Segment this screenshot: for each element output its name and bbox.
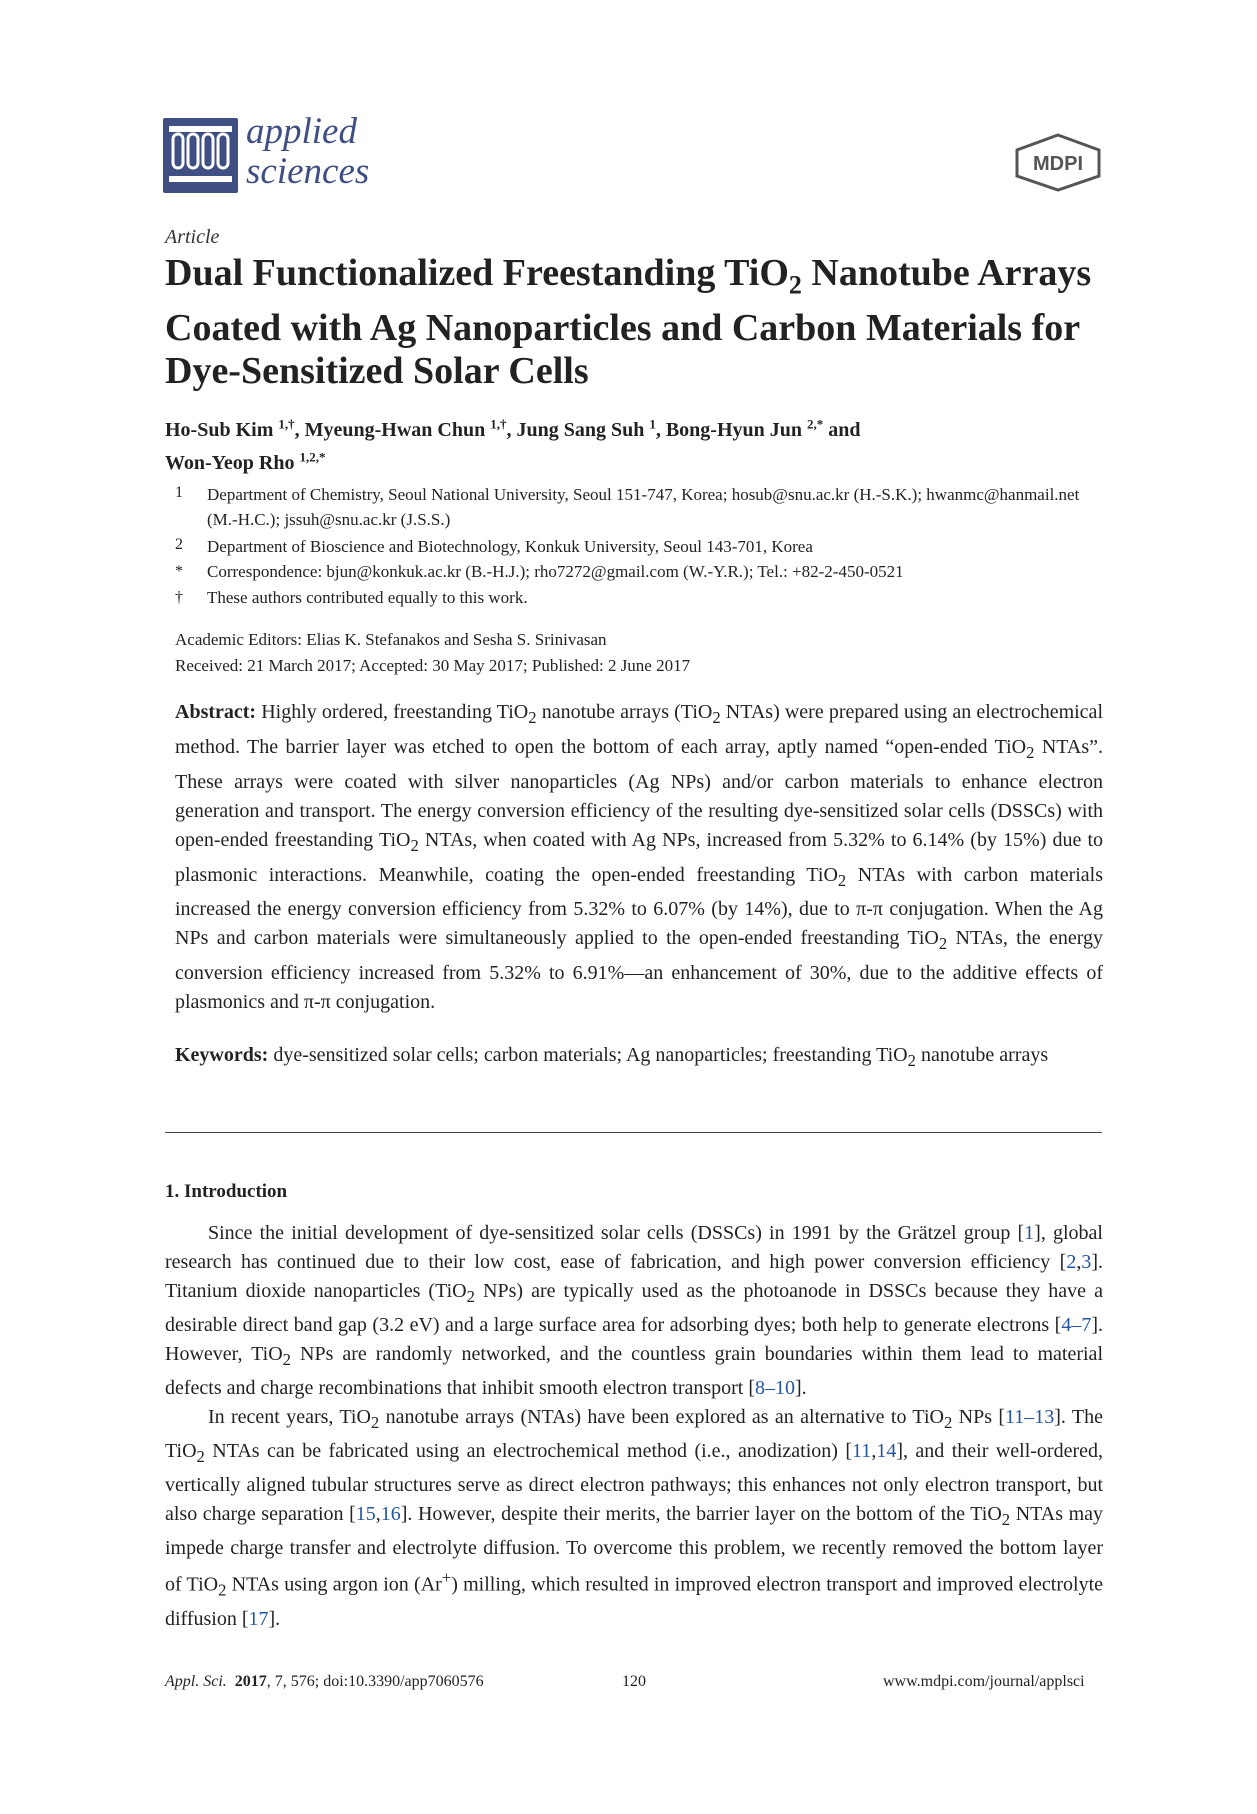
academic-editors: Academic Editors: Elias K. Stefanakos and Sesha S. Srinivasan xyxy=(175,630,607,649)
publication-dates: Received: 21 March 2017; Accepted: 30 May 2017; Published: 2 June 2017 xyxy=(175,656,691,675)
mdpi-logo-icon xyxy=(1013,132,1103,192)
citation-link[interactable]: 11 xyxy=(852,1440,872,1462)
page-number: 120 xyxy=(622,1673,646,1690)
citation-link[interactable]: 15 xyxy=(355,1503,376,1525)
citation-link[interactable]: 2 xyxy=(1066,1251,1077,1273)
citation-link[interactable]: 1 xyxy=(1024,1222,1035,1244)
publisher-name: MDPI xyxy=(1033,153,1083,175)
paper-title: Dual Functionalized Freestanding TiO$_2$ Nanotube Arrays Coated with Ag Nanoparticles and Carbon Materials for Dye-Sensitized Solar Cells xyxy=(165,252,1092,392)
journal-name: applied sciences xyxy=(246,111,370,192)
paragraph: Since the initial development of dye-sensitized solar cells (DSSCs) in 1991 by the Grätzel group [1], global research has continued due to their low cost, ease of fabrication, and high power conversion efficiency [2,3]. Titanium dioxide nanoparticles (TiO$_2$ NPs) are typically used as the photoanode in DSSCs because they have a desirable direct band gap (3.2 eV) and a large surface area for adsorbing dyes; both help to generate electrons [4–7]. However, TiO$_2$ NPs are randomly networked, and the countless grain boundaries within them lead to material defects and charge recombinations that inhibit smooth electron transport [8–10]. xyxy=(165,1222,1103,1399)
article-type: Article xyxy=(165,226,220,248)
author: Bong-Hyun Jun $^{2,*}$ and xyxy=(665,416,861,441)
citation-link[interactable]: 3 xyxy=(1081,1251,1092,1273)
author: Myeung-Hwan Chun $^{1,\dagger}$, xyxy=(304,416,517,441)
keywords: Keywords: dye-sensitized solar cells; carbon materials; Ag nanoparticles; freestanding TiO$_2$ nanotube arrays xyxy=(175,1044,1049,1070)
citation-link[interactable]: 8–10 xyxy=(755,1377,796,1399)
affiliation-text: These authors contributed equally to this work. xyxy=(207,588,528,607)
affiliation-mark: 1 xyxy=(175,484,183,501)
citation-link[interactable]: 16 xyxy=(380,1503,401,1525)
abstract: Abstract: Highly ordered, freestanding TiO$_2$ nanotube arrays (TiO$_2$ NTAs) were prepared using an electrochemical method. The barrier layer was etched to open the bottom of each array, aptly named “open-ended TiO$_2$ NTAs”. These arrays were coated with silver nanoparticles (Ag NPs) and/or carbon materials to enhance electron generation and transport. The energy conversion efficiency of the resulting dye-sensitized solar cells (DSSCs) with open-ended freestanding TiO$_2$ NTAs, when coated with Ag NPs, increased from 5.32% to 6.14% (by 15%) due to plasmonic interactions. Meanwhile, coating the open-ended freestanding TiO$_2$ NTAs with carbon materials increased the energy conversion efficiency from 5.32% to 6.07% (by 14%), due to π-π conjugation. When the Ag NPs and carbon materials were simultaneously applied to the open-ended freestanding TiO$_2$ NTAs, the energy conversion efficiency increased from 5.32% to 6.91%—an enhancement of 30%, due to the additive effects of plasmonics and π-π conjugation. xyxy=(175,701,1104,1014)
footer-citation: Appl. Sci. 2017, 7, 576; doi:10.3390/app7060576 xyxy=(165,1673,484,1690)
author: Won-Yeop Rho $^{1,2,*}$ xyxy=(165,449,326,475)
flask-rack-icon xyxy=(163,118,238,193)
author-list xyxy=(165,410,1105,477)
paragraph: In recent years, TiO$_2$ nanotube arrays (NTAs) have been explored as an alternative to TiO$_2$ NPs [11–13]. The TiO$_2$ NTAs can be fabricated using an electrochemical method (i.e., anodization) [11,14], and their well-ordered, vertically aligned tubular structures serve as direct electron pathways; this enhances not only electron transport, but also charge separation [15,16]. However, despite their merits, the barrier layer on the bottom of the TiO$_2$ NTAs may impede charge transfer and electrolyte diffusion. To overcome this problem, we recently removed the bottom layer of TiO$_2$ NTAs using argon ion (Ar+) milling, which resulted in improved electron transport and improved electrolyte diffusion [17]. xyxy=(165,1406,1104,1630)
author: Jung Sang Suh $^1$, xyxy=(516,416,666,441)
affiliation-text: Correspondence: bjun@konkuk.ac.kr (B.-H.J.); rho7272@gmail.com (W.-Y.R.); Tel.: +82-2-450-0521 xyxy=(207,562,904,581)
journal-logo xyxy=(163,118,238,193)
section-heading: 1. Introduction xyxy=(165,1181,288,1202)
introduction-body xyxy=(165,1219,1103,1634)
author: Ho-Sub Kim $^{1,\dagger}$, xyxy=(165,416,305,441)
section-divider xyxy=(165,1132,1102,1133)
journal-url[interactable]: www.mdpi.com/journal/applsci xyxy=(883,1673,1085,1690)
affiliation-mark: 2 xyxy=(175,536,183,553)
affiliation-mark: * xyxy=(175,563,183,580)
editor-info xyxy=(175,627,690,679)
affiliation-text: Department of Chemistry, Seoul National University, Seoul 151-747, Korea; hosub@snu.ac.kr (H.-S.K.); hwanmc@hanmail.net (M.-H.C.); jssuh@snu.ac.kr (J.S.S.) xyxy=(207,485,1080,529)
affiliation-mark: † xyxy=(175,589,183,606)
citation-link[interactable]: 11–13 xyxy=(1004,1406,1055,1428)
citation-link[interactable]: 4–7 xyxy=(1061,1314,1092,1336)
citation-link[interactable]: 17 xyxy=(248,1607,269,1630)
citation-link[interactable]: 14 xyxy=(876,1440,897,1462)
affiliation-text: Department of Bioscience and Biotechnology, Konkuk University, Seoul 143-701, Korea xyxy=(207,537,813,556)
